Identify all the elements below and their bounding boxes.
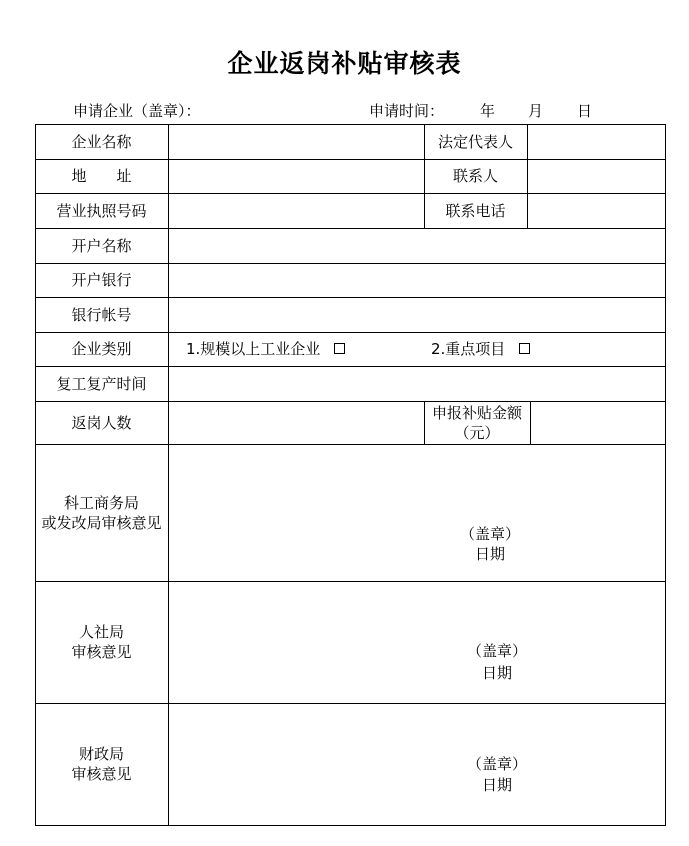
review-opinion-area[interactable]	[169, 704, 665, 825]
review-label-line1: 人社局	[78, 623, 124, 641]
bank-field[interactable]	[169, 264, 665, 297]
account-name-field[interactable]	[169, 229, 665, 263]
date-label: 日期	[474, 545, 505, 563]
company-category-label: 企业类别	[71, 340, 132, 358]
date-label: 日期	[481, 776, 512, 794]
review-label-line1: 科工商务局	[63, 493, 139, 512]
returnees-label: 返岗人数	[71, 413, 132, 432]
review-opinion-area[interactable]	[169, 445, 665, 581]
resume-time-label: 复工复产时间	[56, 374, 147, 393]
subsidy-amount-label-line2: （元）	[454, 423, 500, 442]
table-border-bottom	[35, 825, 666, 826]
review-label-line2: 审核意见	[71, 765, 132, 783]
review-label-line1: 财政局	[78, 745, 124, 763]
address-label: 地 址	[71, 167, 132, 185]
month-label: 月	[528, 102, 544, 120]
license-number-label: 营业执照号码	[56, 201, 147, 220]
license-number-field[interactable]	[169, 194, 424, 228]
year-label: 年	[480, 102, 496, 120]
table-border-right	[665, 124, 666, 826]
applicant-label: 申请企业（盖章）：	[73, 102, 201, 120]
document-title: 企业返岗补贴审核表	[227, 49, 462, 78]
review-label-commerce-bureau	[35, 444, 168, 581]
review-label-line2: 审核意见	[71, 643, 132, 661]
contact-person-label: 联系人	[452, 167, 498, 185]
contact-phone-label: 联系电话	[445, 201, 506, 220]
company-name-field[interactable]	[169, 125, 424, 159]
day-label: 日	[577, 102, 593, 120]
date-label: 日期	[481, 664, 512, 682]
checkbox-icon[interactable]	[519, 343, 530, 354]
category-option-large-industrial[interactable]	[186, 332, 386, 366]
account-name-label: 开户名称	[71, 236, 132, 255]
category-option-label: 1.规模以上工业企业	[186, 340, 321, 358]
category-option-key-project[interactable]	[431, 332, 591, 366]
review-label-hr-bureau	[35, 581, 168, 703]
legal-rep-field[interactable]	[528, 125, 665, 159]
category-option-label: 2.重点项目	[431, 340, 506, 358]
apply-time-label: 申请时间：	[369, 102, 445, 120]
seal-label: （盖章）	[460, 525, 521, 543]
seal-label: （盖章）	[467, 642, 528, 660]
account-number-label: 银行帐号	[71, 305, 132, 324]
subsidy-amount-label	[424, 401, 530, 444]
checkbox-icon[interactable]	[334, 343, 345, 354]
address-field[interactable]	[169, 160, 424, 193]
seal-label: （盖章）	[467, 755, 528, 773]
contact-person-field[interactable]	[528, 160, 665, 193]
bank-label: 开户银行	[71, 271, 132, 289]
subsidy-amount-label-line1: 申报补贴金额	[431, 403, 522, 422]
legal-rep-label: 法定代表人	[437, 132, 513, 151]
review-label-line2: 或发改局审核意见	[41, 513, 162, 532]
resume-time-field[interactable]	[169, 367, 665, 401]
approval-form-table	[35, 124, 666, 826]
contact-phone-field[interactable]	[528, 194, 665, 228]
review-label-finance-bureau	[35, 703, 168, 825]
company-name-label: 企业名称	[71, 132, 132, 151]
subsidy-amount-field[interactable]	[531, 402, 665, 444]
account-number-field[interactable]	[169, 298, 665, 332]
review-opinion-area[interactable]	[169, 582, 665, 703]
returnees-field[interactable]	[169, 402, 424, 444]
